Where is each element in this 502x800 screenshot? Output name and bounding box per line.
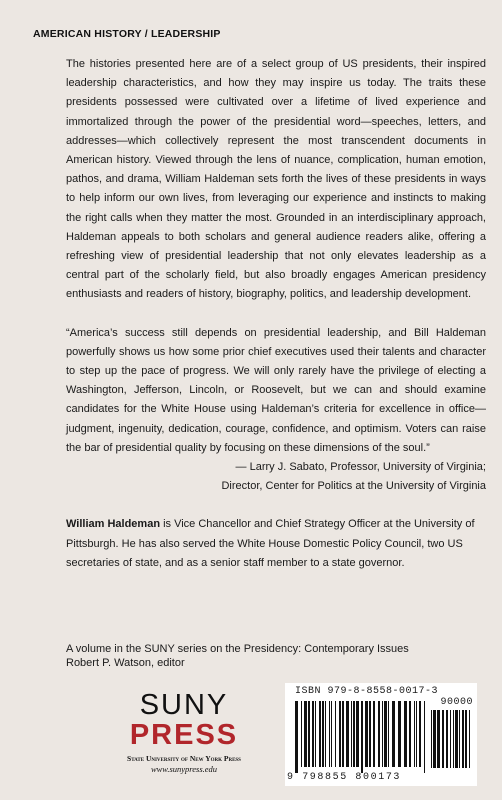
attribution-line-2: Director, Center for Politics at the University of Virginia [221, 480, 486, 493]
series-editor: Robert P. Watson, editor [66, 657, 185, 669]
addon-barcode-bars [431, 710, 473, 768]
series-info [66, 642, 486, 670]
series-line: A volume in the SUNY series on the Presidency: Contemporary Issues [66, 643, 409, 655]
endorsement-quote: “America’s success still depends on presidential leadership, and Bill Haldeman powerfully shows us how some prior chief executives used their talents and character to step up the pace of progress. We will only rarely have the privilege of electing a Washington, Jefferson, Lincoln, or Roosevelt, but we can and should examine candidates for the White House using Haldeman’s criteria for excellence in office—judgment, ingenuity, dedication, courage, confidence, and optimism. Voters can raise the bar of presidential quality by focusing on these dimensions of the soul.” [66, 326, 486, 454]
author-bio-text: is Vice Chancellor and Chief Strategy Officer at the University of Pittsburgh. He has also served the White House Domestic Policy Council, two US secretaries of state, and as a senior staff member to a state governor. [66, 518, 475, 569]
category-label: AMERICAN HISTORY / LEADERSHIP [33, 28, 221, 40]
ean-barcode-bars [295, 701, 427, 773]
isbn-label: ISBN 979-8-8558-0017-3 [295, 686, 439, 697]
logo-press-text: PRESS [129, 719, 239, 751]
isbn-barcode [285, 683, 477, 786]
logo-suny-text: SUNY [139, 689, 229, 721]
suny-press-logo [104, 690, 264, 774]
publisher-website: www.sunypress.edu [150, 764, 218, 774]
back-cover-text [66, 55, 486, 573]
endorsement-attribution [66, 458, 486, 496]
publisher-name: State University of New York Press [127, 754, 241, 763]
author-bio [66, 515, 486, 573]
ean-digits: 9 798855 800173 [287, 772, 402, 783]
price-code: 90000 [440, 697, 473, 708]
book-description: The histories presented here are of a select group of US presidents, their inspired leadership characteristics, and how they may inspire us today. The traits these presidents possessed were cultivated over a lifetime of lived experience and immortalized through the power of the presidential word—speeches, letters, and addresses—which collectively represent the most transcendent documents in American history. Viewed through the lens of nuance, complication, human emotion, pathos, and drama, William Haldeman sets forth the lives of these presidents in ways to help inform our own lives, from leveraging our experience and instincts to making the right calls when they matter the most. Grounded in an interdisciplinary approach, Haldeman appeals to both scholars and general audience readers alike, offering a refreshing view of presidential leadership that not only elevates leadership as a central part of the scholarly field, but also broadly engages American presidency enthusiasts and readers of history, biography, politics, and leadership development. [66, 58, 486, 301]
attribution-line-1: — Larry J. Sabato, Professor, University of Virginia; [235, 461, 486, 474]
author-name: William Haldeman [66, 518, 161, 531]
